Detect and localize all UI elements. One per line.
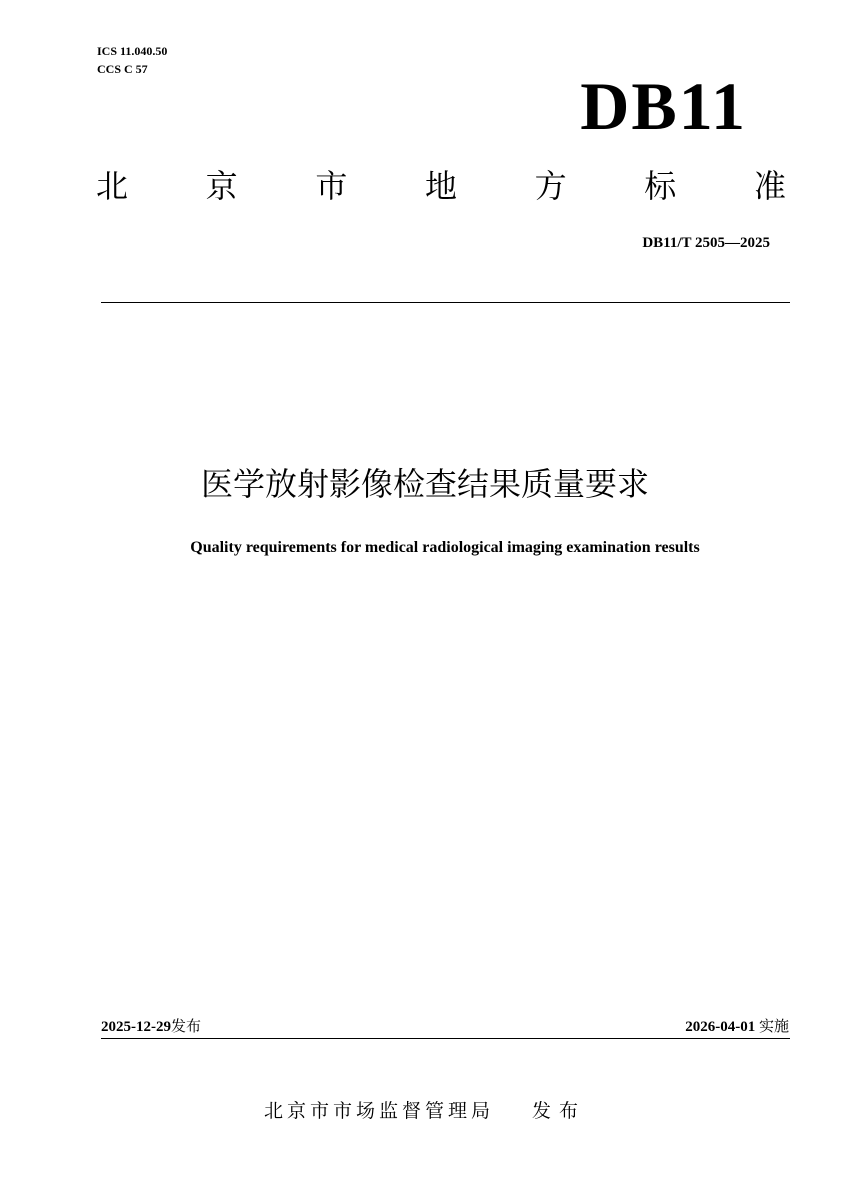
bottom-divider xyxy=(101,1038,790,1039)
release-date: 2025-12-29 xyxy=(101,1019,171,1035)
implement-date-row xyxy=(685,1016,789,1037)
standard-number: DB11/T 2505—2025 xyxy=(642,235,770,251)
db-logo: DB11 xyxy=(580,68,747,144)
top-divider xyxy=(101,302,790,303)
title-chinese: 医学放射影像检查结果质量要求 xyxy=(200,465,649,503)
standard-type xyxy=(96,166,786,206)
standard-type-char: 市 xyxy=(315,167,348,205)
release-date-row xyxy=(101,1016,201,1037)
ccs-code: CCS C 57 xyxy=(97,62,148,76)
release-label: 发布 xyxy=(171,1017,202,1035)
title-english: Quality requirements for medical radiological imaging examination results xyxy=(190,539,700,556)
standard-type-char: 准 xyxy=(753,167,786,205)
issuer-action: 发布 xyxy=(532,1100,587,1122)
standard-type-char: 北 xyxy=(96,167,129,205)
standard-type-char: 京 xyxy=(205,167,238,205)
implement-date: 2026-04-01 xyxy=(685,1019,756,1035)
standard-type-char: 方 xyxy=(534,167,567,205)
ics-code: ICS 11.040.50 xyxy=(97,44,168,58)
classification-codes xyxy=(97,42,167,78)
standard-type-char: 地 xyxy=(424,167,457,205)
issuer-line xyxy=(0,1098,850,1124)
issuer-organization: 北京市市场监督管理局 xyxy=(263,1100,494,1122)
implement-label: 实施 xyxy=(758,1017,789,1035)
standard-type-char: 标 xyxy=(644,167,677,205)
